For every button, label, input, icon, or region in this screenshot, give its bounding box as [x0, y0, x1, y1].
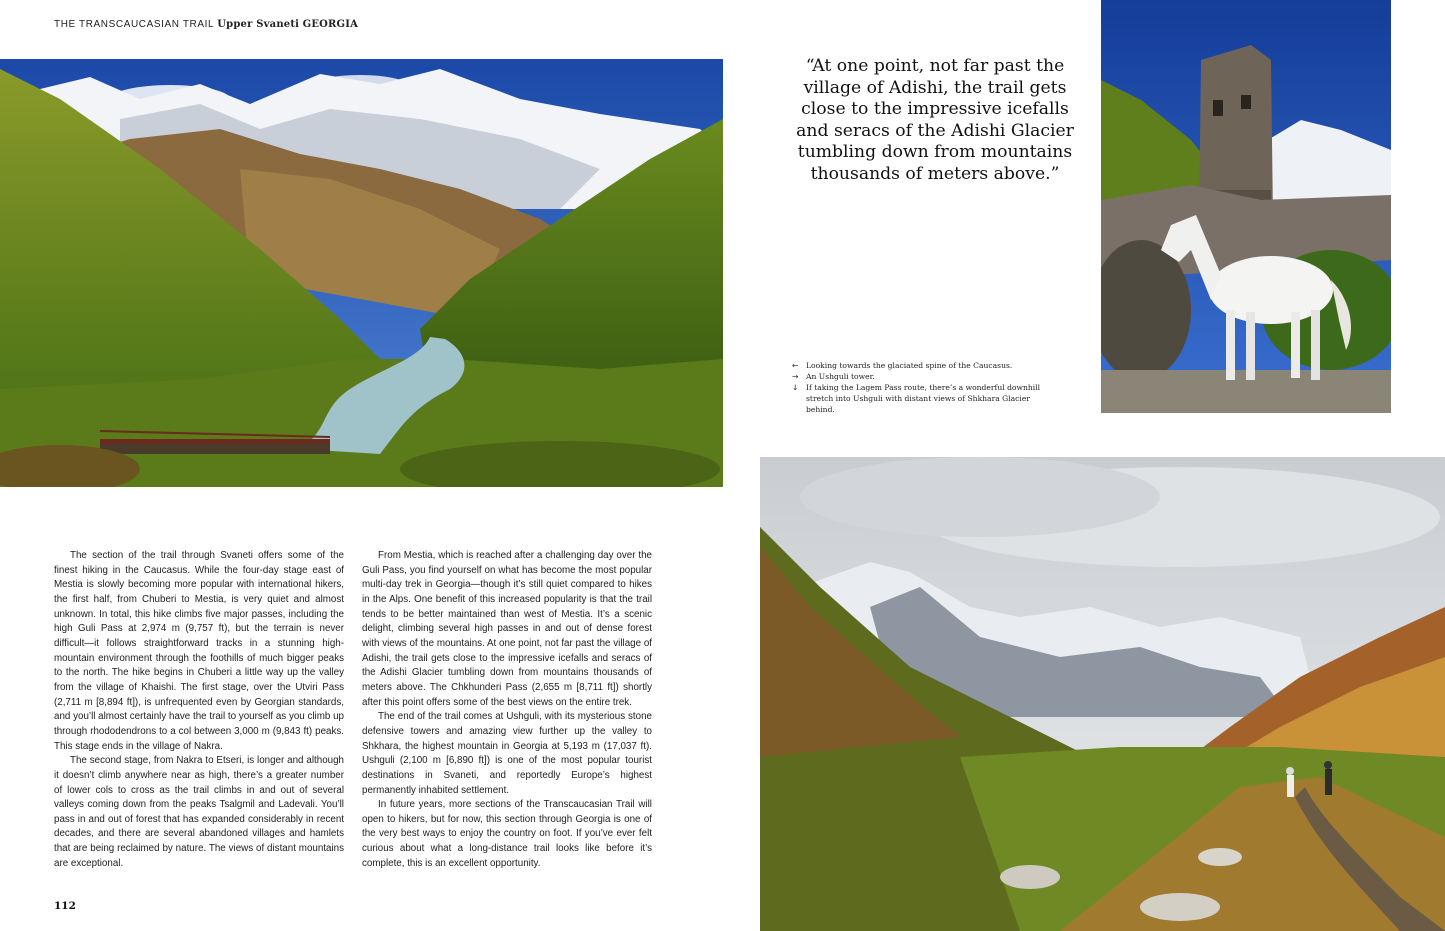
arrow-down-icon: ↓: [792, 383, 799, 392]
caption-item: [792, 360, 1042, 371]
body-paragraph: The second stage, from Nakra to Etseri, is longer and although it doesn’t climb anywhere near as high, there’s a greater number of lower cols to cross as the trail climbs in and out of several valleys coming down from the peaks Tsalgmil and Ladevali. You’ll pass in and out of forest that has expanded considerably in recent decades, and there are several abandoned villages and hamlets that are being reclaimed by nature. The views of distant mountains are exceptional.: [54, 755, 344, 869]
running-head: [54, 19, 358, 30]
photo-lagem-pass-hikers: [760, 457, 1445, 931]
photo-ushguli-tower: [1101, 0, 1391, 413]
caption-item: [792, 382, 1042, 415]
caption-text: If taking the Lagem Pass route, there’s a wonderful downhill stretch into Ushguli with distant views of Shkhara Glacier behind.: [806, 383, 1041, 414]
running-head-country: GEORGIA: [302, 19, 359, 30]
running-head-series: THE TRANSCAUCASIAN TRAIL: [54, 19, 214, 30]
running-head-region: Upper Svaneti: [217, 19, 300, 30]
photo-valley-caucasus: [0, 59, 723, 487]
body-column-2: [362, 549, 652, 871]
hikers-illustration: [760, 457, 1445, 931]
arrow-right-icon: →: [792, 372, 799, 381]
body-column-1: [54, 549, 344, 871]
body-paragraph: From Mestia, which is reached after a challenging day over the Guli Pass, you find yourself on what has become the most popular multi-day trek in Georgia—though it’s still quiet compared to hikes in the Alps. One benefit of this increased popularity is that the trail tends to be better maintained than west of Mestia. It’s a scenic delight, climbing several high passes in and out of dense forest with views of the mountains. At one point, not far past the village of Adishi, the trail gets close to the impressive icefalls and seracs of the Adishi Glacier tumbling down from mountains thousands of meters above. The Chkhunderi Pass (2,655 m [8,711 ft]) shortly after this point offers some of the best views on the entire trek.: [362, 550, 652, 708]
arrow-left-icon: ←: [792, 361, 799, 370]
body-paragraph: The end of the trail comes at Ushguli, with its mysterious stone defensive towers and amazing view further up the valley to Shkhara, the highest mountain in Georgia at 5,193 m (17,037 ft). Ushguli (2,100 m [6,890 ft]) is one of the most popular tourist destinations in Svaneti, and reportedly Europe’s highest permanently inhabited settlement.: [362, 711, 652, 796]
caption-item: [792, 371, 1042, 382]
pull-quote: “At one point, not far past the village of Adishi, the trail gets close to the impressive icefalls and seracs of the Adishi Glacier tumbling down from mountains thousands of meters above.”: [796, 56, 1074, 184]
page-number: 112: [54, 900, 76, 912]
valley-illustration: [0, 59, 723, 487]
body-paragraph: In future years, more sections of the Transcaucasian Trail will open to hikers, but for now, this section through Georgia is one of the very best ways to enjoy the country on foot. If you’ve ever felt curious about what a long-distance trail looks like before it’s complete, this is an excellent opportunity.: [362, 799, 652, 869]
body-paragraph: The section of the trail through Svaneti offers some of the finest hiking in the Caucasus. While the four-day stage east of Mestia is slowly becoming more popular with international hikers, the first half, from Chuberi to Mestia, is very quiet and almost unknown. In total, this hike climbs five major passes, including the high Guli Pass at 2,974 m (9,757 ft), but the terrain is never difficult—it follows straightforward tracks in a stunning high-mountain environment through the foothills of much bigger peaks to the north. The hike begins in Chuberi a little way up the valley from the village of Khaishi. The first stage, over the Utviri Pass (2,711 m [8,894 ft]), is unfrequented even by Georgian standards, and you’ll almost certainly have the trail to yourself as you climb up through rhododendrons to a col between 3,000 m (9,843 ft) peaks. This stage ends in the village of Nakra.: [54, 550, 344, 752]
caption-text: Looking towards the glaciated spine of the Caucasus.: [806, 361, 1013, 370]
tower-illustration: [1101, 0, 1391, 413]
caption-text: An Ushguli tower.: [806, 372, 875, 381]
photo-captions: [792, 360, 1042, 415]
